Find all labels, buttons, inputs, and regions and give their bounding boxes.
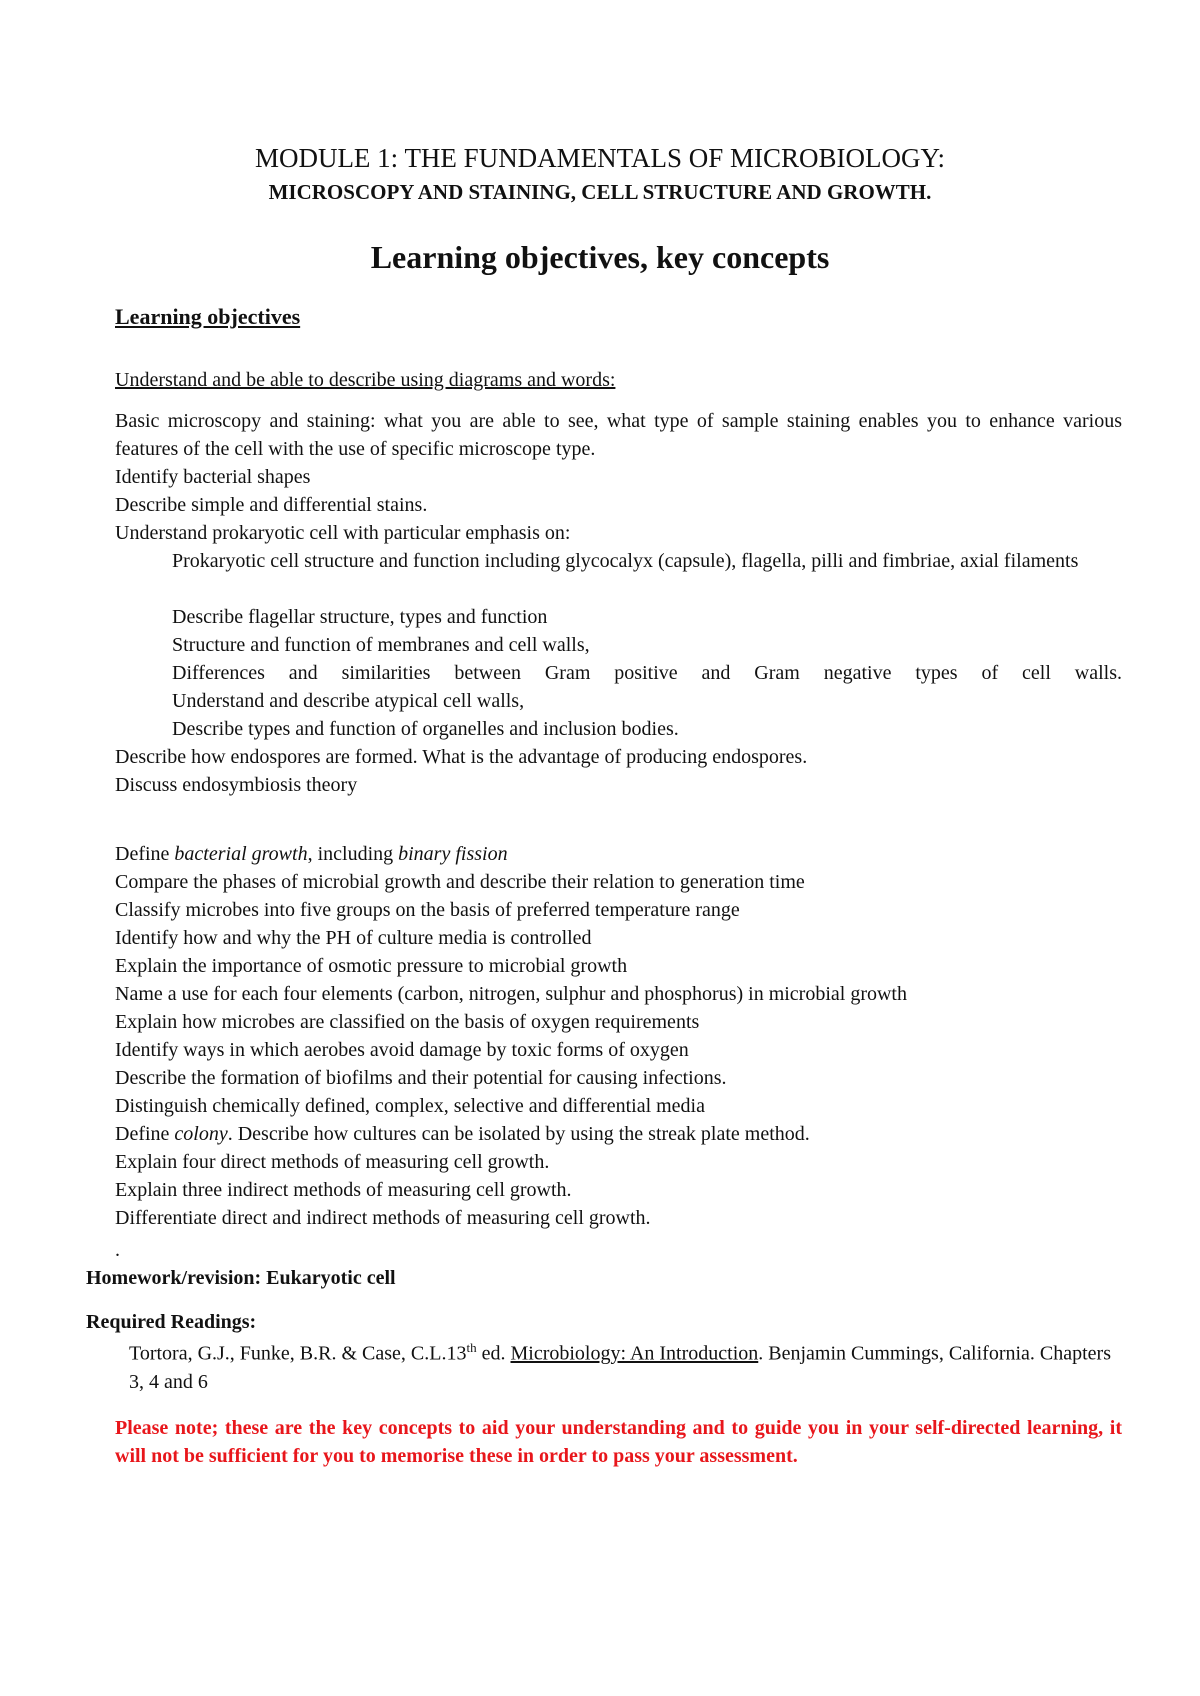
reading-citation (129, 1334, 1119, 1396)
page-heading: Learning objectives, key concepts (370, 239, 830, 275)
growth-item: Distinguish chemically defined, complex, selective and differential media (115, 1095, 705, 1117)
growth-item: Explain the importance of osmotic pressure to microbial growth (115, 955, 628, 977)
growth-item: Differentiate direct and indirect methods of measuring cell growth. (115, 1207, 651, 1229)
reading-authors: Tortora, G.J., Funke, B.R. & Case, C.L.13 (129, 1342, 467, 1365)
objective-item: Identify bacterial shapes (115, 466, 311, 488)
module-title: MODULE 1: THE FUNDAMENTALS OF MICROBIOLOGY: (254, 143, 946, 173)
learning-objectives-heading: Learning objectives (115, 304, 301, 329)
term-colony: colony (174, 1123, 228, 1145)
homework-label: Homework/revision: Eukaryotic cell (86, 1267, 396, 1289)
growth-item: Classify microbes into five groups on the basis of preferred temperature range (115, 899, 740, 921)
reading-publisher: . Benjamin Cummings, California. Chapters 3, 4 and 6 (129, 1342, 1111, 1393)
reading-edition-sup: th (466, 1340, 477, 1355)
objective-item: Discuss endosymbiosis theory (115, 774, 358, 796)
module-subtitle: MICROSCOPY AND STAINING, CELL STRUCTURE AND GROWTH. (268, 180, 932, 204)
objective-sub-item: Understand and describe atypical cell walls, (172, 690, 525, 712)
objective-item: Basic microscopy and staining: what you are able to see, what type of sample staining enables you to enhance various features of the cell with the use of specific microscope type. (115, 410, 1122, 460)
trailing-dot: . (115, 1239, 120, 1261)
term-bacterial-growth: bacterial growth (174, 843, 308, 865)
assessment-note: Please note; these are the key concepts to aid your understanding and to guide you in your self-directed learning, it will not be sufficient for you to memorise these in order to pass your assessment. (115, 1417, 1122, 1467)
reading-edition: ed. (476, 1342, 511, 1365)
objective-sub-item: Structure and function of membranes and cell walls, (172, 634, 590, 656)
define-prefix: Define (115, 843, 175, 865)
growth-colony-item (115, 1120, 1122, 1148)
term-binary-fission: binary fission (398, 843, 508, 865)
growth-item: Identify how and why the PH of culture media is controlled (115, 927, 592, 949)
growth-item: Compare the phases of microbial growth and describe their relation to generation time (115, 871, 805, 893)
objective-item: Understand prokaryotic cell with particular emphasis on: (115, 522, 571, 544)
growth-item: Identify ways in which aerobes avoid damage by toxic forms of oxygen (115, 1039, 689, 1061)
objective-item: Describe how endospores are formed. What is the advantage of producing endospores. (115, 746, 808, 768)
growth-define-item (115, 840, 1122, 868)
reading-book-title: Microbiology: An Introduction (510, 1342, 759, 1365)
growth-item: Explain three indirect methods of measuring cell growth. (115, 1179, 572, 1201)
objective-sub-item: Differences and similarities between Gram positive and Gram negative types of cell walls. (172, 662, 1122, 684)
readings-label: Required Readings: (86, 1311, 257, 1333)
growth-item: Explain four direct methods of measuring cell growth. (115, 1151, 550, 1173)
objectives-intro: Understand and be able to describe using diagrams and words: (115, 369, 616, 391)
growth-item: Describe the formation of biofilms and their potential for causing infections. (115, 1067, 727, 1089)
colony-prefix: Define (115, 1123, 175, 1145)
objective-sub-item: Describe types and function of organelles and inclusion bodies. (172, 718, 679, 740)
growth-item: Name a use for each four elements (carbon, nitrogen, sulphur and phosphorus) in microbial growth (115, 983, 907, 1005)
objective-sub-item: Describe flagellar structure, types and function (172, 606, 548, 628)
define-mid: , including (307, 843, 399, 865)
objective-sub-item: Prokaryotic cell structure and function including glycocalyx (capsule), flagella, pilli and fimbriae, axial filaments (172, 550, 1079, 572)
objective-item: Describe simple and differential stains. (115, 494, 428, 516)
colony-suffix: . Describe how cultures can be isolated by using the streak plate method. (227, 1123, 810, 1145)
growth-item: Explain how microbes are classified on the basis of oxygen requirements (115, 1011, 700, 1033)
